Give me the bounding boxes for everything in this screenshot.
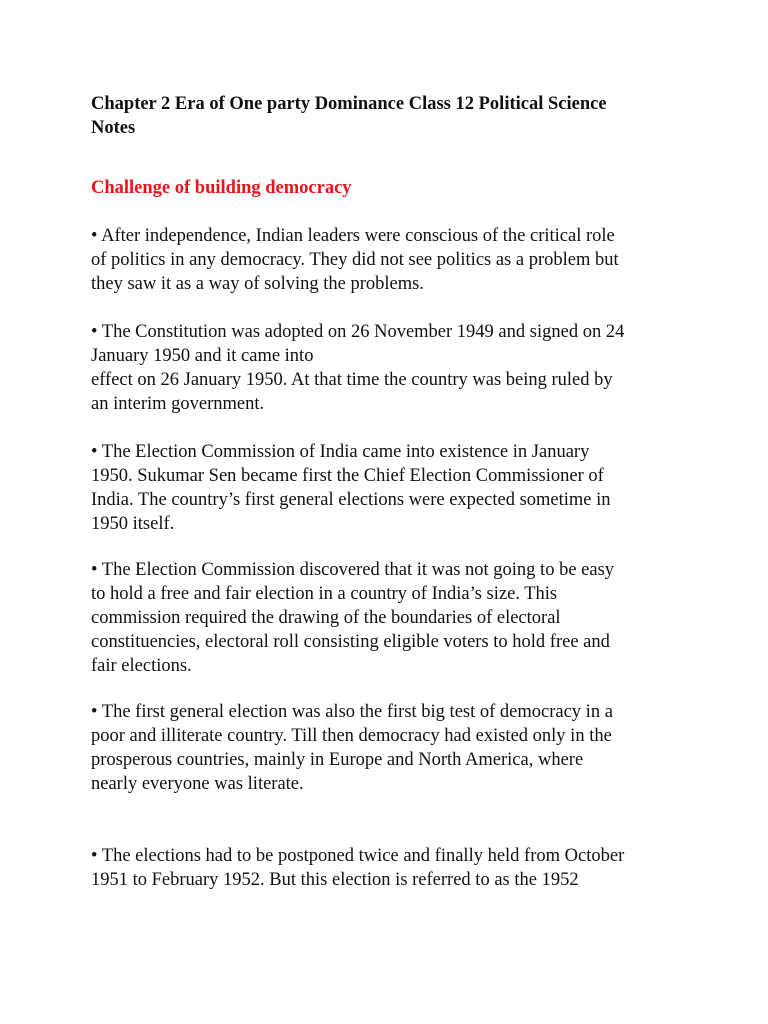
paragraph-line: poor and illiterate country. Till then democracy had existed only in the bbox=[91, 726, 612, 746]
paragraph-election-commission bbox=[91, 440, 691, 536]
paragraph-line: January 1950 and it came into bbox=[91, 346, 314, 366]
title-line: Chapter 2 Era of One party Dominance Class 12 Political Science bbox=[91, 94, 607, 114]
paragraph-independence bbox=[91, 224, 691, 296]
paragraph-line: 1950 itself. bbox=[91, 514, 175, 534]
paragraph-line: • The Constitution was adopted on 26 November 1949 and signed on 24 bbox=[91, 322, 625, 342]
paragraph-line: constituencies, electoral roll consisting eligible voters to hold free and bbox=[91, 632, 610, 652]
paragraph-line: nearly everyone was literate. bbox=[91, 774, 304, 794]
paragraph-constitution bbox=[91, 320, 691, 416]
paragraph-line: effect on 26 January 1950. At that time the country was being ruled by bbox=[91, 370, 613, 390]
paragraph-line: commission required the drawing of the boundaries of electoral bbox=[91, 608, 561, 628]
paragraph-line: 1951 to February 1952. But this election is referred to as the 1952 bbox=[91, 870, 579, 890]
paragraph-line: • The first general election was also the first big test of democracy in a bbox=[91, 702, 613, 722]
paragraph-line: to hold a free and fair election in a country of India’s size. This bbox=[91, 584, 558, 604]
paragraph-line: fair elections. bbox=[91, 656, 192, 676]
paragraph-line: they saw it as a way of solving the problems. bbox=[91, 274, 424, 294]
paragraph-line: • The elections had to be postponed twice and finally held from October bbox=[91, 846, 625, 866]
paragraph-first-general-election bbox=[91, 700, 691, 796]
title-line: Notes bbox=[91, 118, 136, 138]
paragraph-line: of politics in any democracy. They did not see politics as a problem but bbox=[91, 250, 619, 270]
paragraph-line: • The Election Commission of India came into existence in January bbox=[91, 442, 590, 462]
paragraph-line: prosperous countries, mainly in Europe and North America, where bbox=[91, 750, 584, 770]
paragraph-line: an interim government. bbox=[91, 394, 265, 414]
section-heading: Challenge of building democracy bbox=[91, 178, 352, 198]
document-title bbox=[91, 92, 691, 140]
paragraph-line: 1950. Sukumar Sen became first the Chief Election Commissioner of bbox=[91, 466, 604, 486]
paragraph-elections-postponed bbox=[91, 844, 691, 892]
document-page bbox=[91, 92, 691, 890]
paragraph-line: India. The country’s first general elections were expected sometime in bbox=[91, 490, 611, 510]
paragraph-free-fair-election bbox=[91, 558, 691, 678]
paragraph-line: • The Election Commission discovered that it was not going to be easy bbox=[91, 560, 615, 580]
paragraph-line: • After independence, Indian leaders were conscious of the critical role bbox=[91, 226, 615, 246]
